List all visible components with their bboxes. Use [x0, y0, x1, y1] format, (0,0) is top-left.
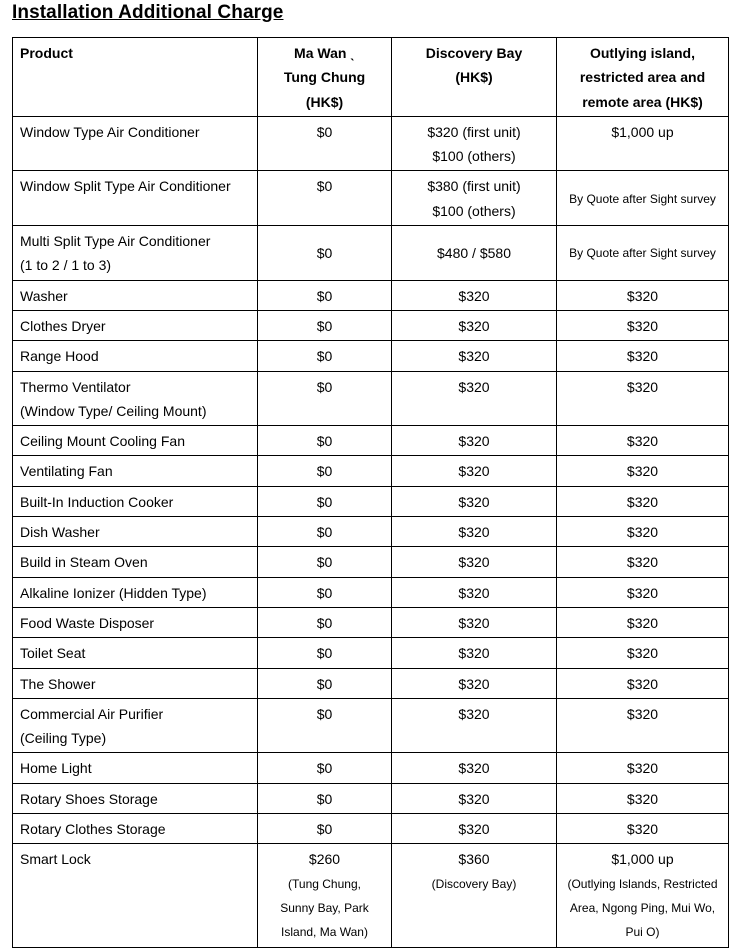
cell-text: $100 (others) — [432, 148, 516, 165]
outlying-cell — [557, 577, 729, 607]
cell-text: $320 — [458, 317, 490, 334]
product-cell — [13, 226, 258, 281]
cell-text: (Outlying Islands, Restricted — [567, 876, 718, 891]
cell-text: (Ceiling Type) — [20, 730, 107, 747]
product-cell — [13, 753, 258, 783]
header-db-line: Discovery Bay — [425, 45, 523, 61]
cell-text: $320 — [626, 433, 659, 450]
discovery-bay-cell — [392, 226, 557, 281]
discovery-bay-cell — [392, 547, 557, 577]
product-cell — [13, 638, 258, 668]
header-product — [13, 38, 258, 117]
cell-text: $320 — [458, 378, 490, 395]
cell-text: $0 — [316, 614, 333, 631]
header-row — [13, 38, 729, 117]
mawan-cell — [258, 577, 392, 607]
cell-text: $320 — [458, 675, 490, 692]
mawan-cell — [258, 226, 392, 281]
cell-text: Alkaline Ionizer (Hidden Type) — [20, 584, 207, 601]
table-row — [13, 517, 729, 547]
cell-text: $0 — [316, 554, 333, 571]
cell-text: $320 (first unit) — [427, 123, 521, 140]
discovery-bay-cell — [392, 607, 557, 637]
mawan-cell — [258, 486, 392, 516]
cell-text: Island, Ma Wan) — [281, 925, 368, 940]
cell-text: Ceiling Mount Cooling Fan — [20, 433, 185, 450]
table-row — [13, 486, 729, 516]
product-cell — [13, 426, 258, 456]
cell-text: $320 — [626, 645, 659, 662]
discovery-bay-cell — [392, 844, 557, 947]
cell-text: $260 — [308, 851, 341, 868]
discovery-bay-cell — [392, 486, 557, 516]
cell-text: The Shower — [20, 675, 96, 692]
cell-text: $320 — [626, 554, 659, 571]
outlying-cell — [557, 638, 729, 668]
cell-text: $320 — [626, 790, 659, 807]
outlying-cell — [557, 814, 729, 844]
outlying-cell — [557, 426, 729, 456]
cell-text: $360 — [458, 851, 490, 868]
table-row — [13, 668, 729, 698]
cell-text: (Tung Chung, — [288, 876, 361, 891]
table-row — [13, 638, 729, 668]
table-row — [13, 116, 729, 171]
cell-text: (1 to 2 / 1 to 3) — [20, 257, 112, 274]
outlying-cell — [557, 371, 729, 426]
mawan-cell — [258, 698, 392, 753]
table-row — [13, 844, 729, 947]
header-mawan-line: (HK$) — [305, 93, 344, 110]
mawan-cell — [258, 783, 392, 813]
cell-text: $480 / $580 — [437, 245, 511, 262]
header-outlying-line: restricted area and — [579, 69, 706, 86]
cell-text: $320 — [626, 378, 659, 395]
cell-text: Build in Steam Oven — [20, 554, 148, 571]
cell-text: $0 — [316, 645, 333, 662]
mawan-cell — [258, 517, 392, 547]
page-title: Installation Additional Charge — [12, 2, 284, 23]
product-cell — [13, 486, 258, 516]
discovery-bay-cell — [392, 783, 557, 813]
table-row — [13, 226, 729, 281]
product-cell — [13, 341, 258, 371]
cell-text: (Discovery Bay) — [431, 876, 517, 891]
cell-text: Rotary Shoes Storage — [20, 790, 158, 807]
cell-text: By Quote after Sight survey — [569, 246, 716, 261]
outlying-cell — [557, 607, 729, 637]
outlying-cell — [557, 310, 729, 340]
cell-text: Food Waste Disposer — [20, 614, 155, 631]
cell-text: $1,000 up — [611, 123, 674, 140]
cell-text: $320 — [626, 675, 659, 692]
mawan-cell — [258, 116, 392, 171]
cell-text: $320 — [626, 463, 659, 480]
cell-text: $320 — [458, 645, 490, 662]
mawan-cell — [258, 638, 392, 668]
product-cell — [13, 547, 258, 577]
cell-text: $380 (first unit) — [427, 178, 521, 195]
table-row — [13, 280, 729, 310]
cell-text: $320 — [626, 821, 659, 838]
product-cell — [13, 116, 258, 171]
cell-text: $0 — [316, 675, 333, 692]
mawan-cell — [258, 753, 392, 783]
table-row — [13, 698, 729, 753]
cell-text: $320 — [626, 524, 659, 541]
product-cell — [13, 371, 258, 426]
cell-text: $0 — [316, 584, 333, 601]
discovery-bay-cell — [392, 577, 557, 607]
outlying-cell — [557, 226, 729, 281]
discovery-bay-cell — [392, 698, 557, 753]
cell-text: $320 — [458, 287, 490, 304]
discovery-bay-cell — [392, 116, 557, 171]
cell-text: $320 — [458, 554, 490, 571]
outlying-cell — [557, 698, 729, 753]
table-row — [13, 577, 729, 607]
discovery-bay-cell — [392, 171, 557, 226]
charge-table — [12, 37, 729, 948]
discovery-bay-cell — [392, 280, 557, 310]
cell-text: $320 — [626, 348, 659, 365]
cell-text: $320 — [458, 821, 490, 838]
cell-text: $320 — [458, 790, 490, 807]
header-mawan — [258, 38, 392, 117]
cell-text: Sunny Bay, Park — [280, 900, 369, 915]
header-mawan-line: Ma Wan ˎ — [294, 45, 355, 61]
mawan-cell — [258, 668, 392, 698]
mawan-cell — [258, 844, 392, 947]
cell-text: Thermo Ventilator — [20, 378, 131, 395]
cell-text: Clothes Dryer — [20, 317, 106, 334]
cell-text: $0 — [316, 821, 333, 838]
cell-text: $320 — [458, 705, 490, 722]
mawan-cell — [258, 371, 392, 426]
cell-text: $320 — [626, 705, 659, 722]
cell-text: $0 — [316, 463, 333, 480]
table-row — [13, 814, 729, 844]
cell-text: $0 — [316, 348, 333, 365]
table-row — [13, 753, 729, 783]
outlying-cell — [557, 116, 729, 171]
product-cell — [13, 607, 258, 637]
product-cell — [13, 171, 258, 226]
cell-text: $320 — [458, 760, 490, 777]
table-row — [13, 310, 729, 340]
product-cell — [13, 814, 258, 844]
table-row — [13, 456, 729, 486]
outlying-cell — [557, 280, 729, 310]
cell-text: Home Light — [20, 760, 92, 777]
discovery-bay-cell — [392, 310, 557, 340]
cell-text: $320 — [626, 317, 659, 334]
outlying-cell — [557, 456, 729, 486]
table-row — [13, 426, 729, 456]
cell-text: Range Hood — [20, 348, 99, 365]
product-cell — [13, 517, 258, 547]
cell-text: Built-In Induction Cooker — [20, 493, 174, 510]
discovery-bay-cell — [392, 638, 557, 668]
product-cell — [13, 668, 258, 698]
product-cell — [13, 577, 258, 607]
table-row — [13, 607, 729, 637]
header-outlying-line: Outlying island, — [589, 45, 695, 61]
outlying-cell — [557, 486, 729, 516]
table-row — [13, 783, 729, 813]
header-db-line: (HK$) — [455, 69, 493, 86]
discovery-bay-cell — [392, 456, 557, 486]
cell-text: $0 — [316, 178, 333, 195]
header-outlying-line: remote area (HK$) — [582, 93, 703, 110]
cell-text: $320 — [626, 493, 659, 510]
cell-text: $0 — [316, 493, 333, 510]
outlying-cell — [557, 753, 729, 783]
discovery-bay-cell — [392, 371, 557, 426]
cell-text: $0 — [316, 790, 333, 807]
product-cell — [13, 280, 258, 310]
discovery-bay-cell — [392, 753, 557, 783]
product-cell — [13, 310, 258, 340]
table-row — [13, 547, 729, 577]
cell-text: $320 — [626, 287, 659, 304]
discovery-bay-cell — [392, 814, 557, 844]
header-outlying — [557, 38, 729, 117]
mawan-cell — [258, 547, 392, 577]
cell-text: Pui O) — [625, 925, 660, 940]
mawan-cell — [258, 310, 392, 340]
cell-text: $320 — [626, 614, 659, 631]
header-discovery-bay — [392, 38, 557, 117]
cell-text: $320 — [458, 463, 490, 480]
cell-text: By Quote after Sight survey — [569, 191, 716, 206]
cell-text: $320 — [458, 493, 490, 510]
header-mawan-line: Tung Chung — [283, 69, 366, 86]
cell-text: $0 — [316, 123, 333, 140]
cell-text: Window Split Type Air Conditioner — [20, 178, 231, 195]
cell-text: Area, Ngong Ping, Mui Wo, — [569, 900, 716, 915]
cell-text: $0 — [316, 245, 333, 262]
cell-text: $0 — [316, 433, 333, 450]
cell-text: Ventilating Fan — [20, 463, 113, 480]
cell-text: Smart Lock — [20, 851, 91, 868]
cell-text: $0 — [316, 524, 333, 541]
discovery-bay-cell — [392, 426, 557, 456]
discovery-bay-cell — [392, 341, 557, 371]
cell-text: Multi Split Type Air Conditioner — [20, 233, 211, 250]
outlying-cell — [557, 668, 729, 698]
cell-text: Toilet Seat — [20, 645, 86, 662]
table-row — [13, 341, 729, 371]
cell-text: Washer — [20, 287, 68, 304]
cell-text: $100 (others) — [432, 202, 516, 219]
outlying-cell — [557, 171, 729, 226]
cell-text: $1,000 up — [611, 851, 674, 868]
cell-text: $0 — [316, 760, 333, 777]
product-cell — [13, 698, 258, 753]
cell-text: Commercial Air Purifier — [20, 705, 164, 722]
discovery-bay-cell — [392, 668, 557, 698]
mawan-cell — [258, 814, 392, 844]
mawan-cell — [258, 456, 392, 486]
outlying-cell — [557, 517, 729, 547]
cell-text: Dish Washer — [20, 524, 100, 541]
mawan-cell — [258, 171, 392, 226]
discovery-bay-cell — [392, 517, 557, 547]
cell-text: Window Type Air Conditioner — [20, 123, 200, 140]
cell-text: (Window Type/ Ceiling Mount) — [20, 402, 207, 419]
product-cell — [13, 456, 258, 486]
cell-text: $320 — [626, 584, 659, 601]
mawan-cell — [258, 280, 392, 310]
product-cell — [13, 783, 258, 813]
cell-text: $320 — [458, 433, 490, 450]
cell-text: $320 — [626, 760, 659, 777]
cell-text: $0 — [316, 705, 333, 722]
mawan-cell — [258, 607, 392, 637]
table-row — [13, 371, 729, 426]
mawan-cell — [258, 341, 392, 371]
mawan-cell — [258, 426, 392, 456]
cell-text: Rotary Clothes Storage — [20, 821, 166, 838]
cell-text: $320 — [458, 524, 490, 541]
product-cell — [13, 844, 258, 947]
outlying-cell — [557, 783, 729, 813]
cell-text: $0 — [316, 287, 333, 304]
cell-text: $0 — [316, 317, 333, 334]
cell-text: $320 — [458, 614, 490, 631]
cell-text: $320 — [458, 348, 490, 365]
outlying-cell — [557, 844, 729, 947]
cell-text: $0 — [316, 378, 333, 395]
header-product-label: Product — [20, 45, 73, 61]
table-row — [13, 171, 729, 226]
outlying-cell — [557, 547, 729, 577]
outlying-cell — [557, 341, 729, 371]
cell-text: $320 — [458, 584, 490, 601]
